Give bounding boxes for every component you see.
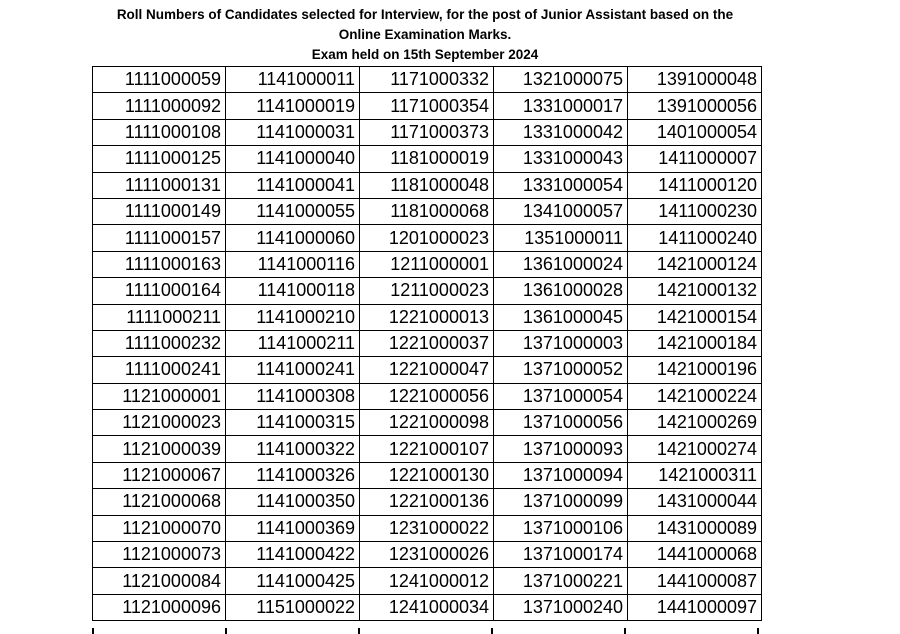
roll-number-cell: 1181000048 <box>360 172 494 198</box>
roll-number-cell: 1141000241 <box>226 357 360 383</box>
roll-number-cell: 1241000012 <box>360 568 494 594</box>
table-row <box>93 330 762 356</box>
roll-number-cell: 1361000045 <box>494 304 628 330</box>
roll-number-cell: 1321000075 <box>494 67 628 93</box>
roll-number-cell: 1371000056 <box>494 410 628 436</box>
roll-number-cell: 1141000326 <box>226 462 360 488</box>
roll-number-table <box>92 66 762 621</box>
roll-number-cell: 1371000240 <box>494 594 628 620</box>
roll-number-cell: 1121000001 <box>93 383 226 409</box>
table-row <box>93 119 762 145</box>
roll-number-cell: 1171000332 <box>360 67 494 93</box>
roll-number-cell: 1371000099 <box>494 489 628 515</box>
roll-number-cell: 1421000274 <box>628 436 762 462</box>
table-row <box>93 436 762 462</box>
table-row <box>93 225 762 251</box>
roll-number-cell: 1421000132 <box>628 278 762 304</box>
roll-number-cell: 1121000084 <box>93 568 226 594</box>
roll-number-cell: 1121000096 <box>93 594 226 620</box>
roll-number-cell: 1421000154 <box>628 304 762 330</box>
roll-number-cell: 1141000041 <box>226 172 360 198</box>
roll-number-cell: 1111000059 <box>93 67 226 93</box>
roll-number-cell: 1361000028 <box>494 278 628 304</box>
roll-number-cell: 1331000017 <box>494 93 628 119</box>
roll-number-cell: 1111000241 <box>93 357 226 383</box>
roll-number-cell: 1421000224 <box>628 383 762 409</box>
roll-number-cell: 1431000089 <box>628 515 762 541</box>
roll-number-cell: 1141000211 <box>226 330 360 356</box>
roll-number-cell: 1411000230 <box>628 198 762 224</box>
table-row <box>93 146 762 172</box>
roll-number-cell: 1231000026 <box>360 542 494 568</box>
roll-number-cell: 1221000056 <box>360 383 494 409</box>
table-row <box>93 542 762 568</box>
roll-number-cell: 1331000042 <box>494 119 628 145</box>
header-exam-date: Exam held on 15th September 2024 <box>311 47 539 62</box>
roll-number-cell: 1141000315 <box>226 410 360 436</box>
roll-number-cell: 1111000232 <box>93 330 226 356</box>
roll-number-cell: 1221000136 <box>360 489 494 515</box>
roll-number-cell: 1141000055 <box>226 198 360 224</box>
roll-number-cell: 1121000070 <box>93 515 226 541</box>
roll-number-cell: 1111000157 <box>93 225 226 251</box>
roll-number-cell: 1121000068 <box>93 489 226 515</box>
roll-number-cell: 1421000269 <box>628 410 762 436</box>
table-row <box>93 278 762 304</box>
roll-number-cell: 1421000196 <box>628 357 762 383</box>
roll-number-cell: 1141000322 <box>226 436 360 462</box>
roll-number-cell: 1171000373 <box>360 119 494 145</box>
roll-number-cell: 1111000108 <box>93 119 226 145</box>
roll-number-cell: 1411000120 <box>628 172 762 198</box>
roll-number-cell: 1331000043 <box>494 146 628 172</box>
roll-number-cell: 1371000054 <box>494 383 628 409</box>
table-row <box>93 594 762 620</box>
roll-number-cell: 1141000308 <box>226 383 360 409</box>
roll-number-cell: 1151000022 <box>226 594 360 620</box>
table-row <box>93 198 762 224</box>
roll-number-cell: 1221000037 <box>360 330 494 356</box>
roll-number-cell: 1371000003 <box>494 330 628 356</box>
table-row <box>93 93 762 119</box>
table-continuation-line <box>491 628 493 634</box>
roll-number-cell: 1111000125 <box>93 146 226 172</box>
roll-number-cell: 1111000163 <box>93 251 226 277</box>
table-continuation-line <box>92 628 94 634</box>
roll-number-table-body <box>93 67 762 621</box>
roll-number-cell: 1221000130 <box>360 462 494 488</box>
roll-number-cell: 1371000093 <box>494 436 628 462</box>
roll-number-cell: 1171000354 <box>360 93 494 119</box>
roll-number-cell: 1431000044 <box>628 489 762 515</box>
roll-number-cell: 1141000210 <box>226 304 360 330</box>
roll-number-cell: 1421000124 <box>628 251 762 277</box>
roll-number-cell: 1421000184 <box>628 330 762 356</box>
roll-number-cell: 1201000023 <box>360 225 494 251</box>
roll-number-cell: 1111000149 <box>93 198 226 224</box>
roll-number-cell: 1121000067 <box>93 462 226 488</box>
table-continuation-line <box>225 628 227 634</box>
roll-number-cell: 1141000118 <box>226 278 360 304</box>
roll-number-cell: 1141000369 <box>226 515 360 541</box>
roll-number-cell: 1181000068 <box>360 198 494 224</box>
roll-number-cell: 1411000240 <box>628 225 762 251</box>
roll-number-cell: 1231000022 <box>360 515 494 541</box>
table-continuation-line <box>757 628 759 634</box>
table-row <box>93 357 762 383</box>
roll-number-cell: 1141000031 <box>226 119 360 145</box>
table-row <box>93 410 762 436</box>
roll-number-cell: 1391000048 <box>628 67 762 93</box>
roll-number-cell: 1111000092 <box>93 93 226 119</box>
roll-number-cell: 1371000052 <box>494 357 628 383</box>
roll-number-cell: 1141000422 <box>226 542 360 568</box>
table-row <box>93 251 762 277</box>
table-row <box>93 304 762 330</box>
roll-number-cell: 1211000001 <box>360 251 494 277</box>
roll-number-cell: 1221000098 <box>360 410 494 436</box>
table-row <box>93 383 762 409</box>
table-row <box>93 568 762 594</box>
roll-number-cell: 1241000034 <box>360 594 494 620</box>
roll-number-cell: 1421000311 <box>628 462 762 488</box>
roll-number-cell: 1141000350 <box>226 489 360 515</box>
table-continuation-line <box>358 628 360 634</box>
roll-number-cell: 1371000174 <box>494 542 628 568</box>
roll-number-cell: 1111000131 <box>93 172 226 198</box>
table-continuation-line <box>624 628 626 634</box>
table-row <box>93 489 762 515</box>
roll-number-cell: 1401000054 <box>628 119 762 145</box>
roll-number-cell: 1121000039 <box>93 436 226 462</box>
roll-number-cell: 1111000211 <box>93 304 226 330</box>
header-title-line2: Online Examination Marks. <box>338 27 512 42</box>
table-row <box>93 515 762 541</box>
roll-number-cell: 1121000073 <box>93 542 226 568</box>
table-row <box>93 172 762 198</box>
roll-number-cell: 1371000094 <box>494 462 628 488</box>
header-title-line1: Roll Numbers of Candidates selected for Interview, for the post of Junior Assistant based on the <box>116 7 734 22</box>
roll-number-cell: 1351000011 <box>494 225 628 251</box>
roll-number-cell: 1221000047 <box>360 357 494 383</box>
roll-number-cell: 1371000106 <box>494 515 628 541</box>
roll-number-cell: 1141000011 <box>226 67 360 93</box>
roll-number-cell: 1341000057 <box>494 198 628 224</box>
roll-number-cell: 1141000060 <box>226 225 360 251</box>
roll-number-cell: 1371000221 <box>494 568 628 594</box>
roll-number-cell: 1441000097 <box>628 594 762 620</box>
roll-number-cell: 1221000107 <box>360 436 494 462</box>
roll-number-cell: 1331000054 <box>494 172 628 198</box>
table-row <box>93 462 762 488</box>
document-header <box>0 5 850 65</box>
roll-number-cell: 1141000425 <box>226 568 360 594</box>
table-row <box>93 67 762 93</box>
roll-number-cell: 1441000068 <box>628 542 762 568</box>
roll-number-cell: 1391000056 <box>628 93 762 119</box>
roll-number-cell: 1141000019 <box>226 93 360 119</box>
roll-number-cell: 1121000023 <box>93 410 226 436</box>
roll-number-cell: 1111000164 <box>93 278 226 304</box>
roll-number-cell: 1211000023 <box>360 278 494 304</box>
roll-number-cell: 1441000087 <box>628 568 762 594</box>
roll-number-cell: 1141000040 <box>226 146 360 172</box>
roll-number-cell: 1411000007 <box>628 146 762 172</box>
roll-number-table-container <box>92 66 762 621</box>
roll-number-cell: 1361000024 <box>494 251 628 277</box>
roll-number-cell: 1181000019 <box>360 146 494 172</box>
roll-number-cell: 1141000116 <box>226 251 360 277</box>
roll-number-cell: 1221000013 <box>360 304 494 330</box>
